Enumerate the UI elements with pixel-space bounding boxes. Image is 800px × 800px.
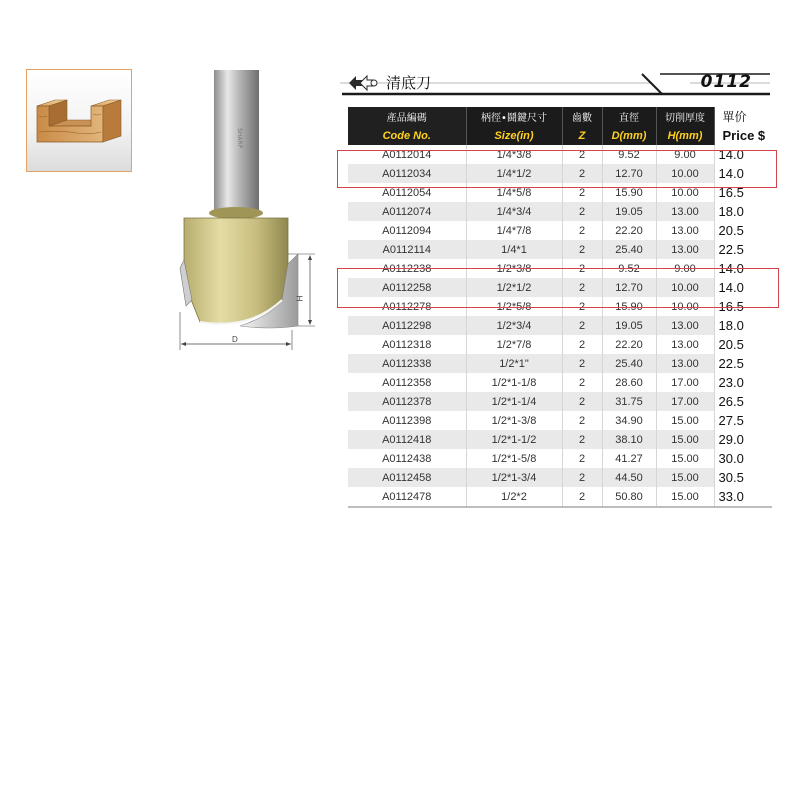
cell-code: A0112298 bbox=[348, 316, 466, 335]
cell-size: 1/2*1-3/8 bbox=[466, 411, 562, 430]
cell-h: 15.00 bbox=[656, 468, 714, 487]
col-h-cn: 切削厚度 bbox=[656, 107, 714, 126]
cell-d: 28.60 bbox=[602, 373, 656, 392]
cell-h: 17.00 bbox=[656, 392, 714, 411]
cell-size: 1/4*5/8 bbox=[466, 183, 562, 202]
table-row bbox=[348, 468, 772, 487]
cell-z: 2 bbox=[562, 202, 602, 221]
cell-size: 1/4*3/8 bbox=[466, 145, 562, 164]
cell-z: 2 bbox=[562, 183, 602, 202]
cell-z: 2 bbox=[562, 335, 602, 354]
cell-d: 19.05 bbox=[602, 316, 656, 335]
col-z-en: Z bbox=[562, 126, 602, 145]
col-code-en: Code No. bbox=[348, 126, 466, 145]
cell-d: 19.05 bbox=[602, 202, 656, 221]
cell-h: 10.00 bbox=[656, 183, 714, 202]
cell-size: 1/4*1 bbox=[466, 240, 562, 259]
cell-code: A0112318 bbox=[348, 335, 466, 354]
cell-code: A0112438 bbox=[348, 449, 466, 468]
cell-size: 1/2*1/2 bbox=[466, 278, 562, 297]
table-header-cn bbox=[348, 107, 772, 126]
cell-d: 22.20 bbox=[602, 221, 656, 240]
cell-h: 15.00 bbox=[656, 449, 714, 468]
table-row bbox=[348, 335, 772, 354]
col-size-en: Size(in) bbox=[466, 126, 562, 145]
cell-z: 2 bbox=[562, 487, 602, 507]
cell-price: 18.0 bbox=[714, 316, 772, 335]
cell-d: 34.90 bbox=[602, 411, 656, 430]
table-row bbox=[348, 259, 772, 278]
table-row bbox=[348, 297, 772, 316]
cell-code: A0112114 bbox=[348, 240, 466, 259]
cell-code: A0112074 bbox=[348, 202, 466, 221]
cell-h: 13.00 bbox=[656, 335, 714, 354]
cell-price: 16.5 bbox=[714, 297, 772, 316]
cell-h: 10.00 bbox=[656, 164, 714, 183]
cell-price: 29.0 bbox=[714, 430, 772, 449]
cell-price: 18.0 bbox=[714, 202, 772, 221]
cell-z: 2 bbox=[562, 316, 602, 335]
cell-z: 2 bbox=[562, 297, 602, 316]
cell-code: A0112034 bbox=[348, 164, 466, 183]
cell-h: 13.00 bbox=[656, 221, 714, 240]
section-code: 0112 bbox=[700, 72, 752, 92]
cell-price: 26.5 bbox=[714, 392, 772, 411]
cell-code: A0112418 bbox=[348, 430, 466, 449]
cell-h: 13.00 bbox=[656, 240, 714, 259]
cell-h: 9.00 bbox=[656, 259, 714, 278]
cell-price: 33.0 bbox=[714, 487, 772, 507]
cell-price: 20.5 bbox=[714, 335, 772, 354]
cell-d: 22.20 bbox=[602, 335, 656, 354]
cell-z: 2 bbox=[562, 259, 602, 278]
cell-z: 2 bbox=[562, 221, 602, 240]
dado-groove-icon bbox=[27, 70, 131, 171]
table-row bbox=[348, 202, 772, 221]
cell-price: 23.0 bbox=[714, 373, 772, 392]
section-header bbox=[340, 70, 770, 98]
cell-d: 25.40 bbox=[602, 240, 656, 259]
cell-code: A0112478 bbox=[348, 487, 466, 507]
cell-z: 2 bbox=[562, 449, 602, 468]
cell-price: 22.5 bbox=[714, 354, 772, 373]
cell-code: A0112238 bbox=[348, 259, 466, 278]
cell-price: 16.5 bbox=[714, 183, 772, 202]
cell-price: 27.5 bbox=[714, 411, 772, 430]
cell-d: 25.40 bbox=[602, 354, 656, 373]
table-row bbox=[348, 145, 772, 164]
cell-code: A0112014 bbox=[348, 145, 466, 164]
cell-size: 1/2*1-1/2 bbox=[466, 430, 562, 449]
cell-h: 15.00 bbox=[656, 411, 714, 430]
cell-price: 14.0 bbox=[714, 278, 772, 297]
wood-profile-thumbnail bbox=[26, 69, 132, 172]
cell-z: 2 bbox=[562, 373, 602, 392]
cell-size: 1/2*1-1/8 bbox=[466, 373, 562, 392]
cell-d: 12.70 bbox=[602, 278, 656, 297]
cell-z: 2 bbox=[562, 430, 602, 449]
table-header-en bbox=[348, 126, 772, 145]
cell-price: 30.0 bbox=[714, 449, 772, 468]
cell-h: 15.00 bbox=[656, 430, 714, 449]
table-row bbox=[348, 164, 772, 183]
col-d-en: D(mm) bbox=[602, 126, 656, 145]
col-h-en: H(mm) bbox=[656, 126, 714, 145]
cell-price: 14.0 bbox=[714, 164, 772, 183]
cell-d: 41.27 bbox=[602, 449, 656, 468]
router-bit-drawing bbox=[170, 68, 325, 358]
cell-h: 13.00 bbox=[656, 354, 714, 373]
cell-d: 50.80 bbox=[602, 487, 656, 507]
cell-code: A0112258 bbox=[348, 278, 466, 297]
cell-price: 22.5 bbox=[714, 240, 772, 259]
cell-size: 1/4*1/2 bbox=[466, 164, 562, 183]
cell-h: 10.00 bbox=[656, 297, 714, 316]
cell-code: A0112054 bbox=[348, 183, 466, 202]
cell-price: 30.5 bbox=[714, 468, 772, 487]
dimension-d-label: D bbox=[232, 335, 238, 344]
cell-size: 1/2*1-1/4 bbox=[466, 392, 562, 411]
cell-z: 2 bbox=[562, 278, 602, 297]
table-row bbox=[348, 240, 772, 259]
table-row bbox=[348, 221, 772, 240]
cell-code: A0112458 bbox=[348, 468, 466, 487]
section-title: 清底刀 bbox=[386, 74, 432, 92]
cell-code: A0112278 bbox=[348, 297, 466, 316]
cell-z: 2 bbox=[562, 468, 602, 487]
cell-d: 44.50 bbox=[602, 468, 656, 487]
cell-price: 20.5 bbox=[714, 221, 772, 240]
table-row bbox=[348, 430, 772, 449]
dimension-h-label: H bbox=[294, 295, 304, 302]
col-code-cn: 產品編碼 bbox=[348, 107, 466, 126]
cell-z: 2 bbox=[562, 392, 602, 411]
cell-z: 2 bbox=[562, 411, 602, 430]
cell-size: 1/2*5/8 bbox=[466, 297, 562, 316]
col-price-cn: 單价 bbox=[714, 107, 772, 126]
table-row bbox=[348, 278, 772, 297]
cell-code: A0112398 bbox=[348, 411, 466, 430]
cell-code: A0112358 bbox=[348, 373, 466, 392]
table-row bbox=[348, 449, 772, 468]
cell-size: 1/2*1" bbox=[466, 354, 562, 373]
cell-h: 13.00 bbox=[656, 316, 714, 335]
cell-d: 9.52 bbox=[602, 259, 656, 278]
router-bit-icon bbox=[170, 68, 325, 358]
cell-d: 15.90 bbox=[602, 297, 656, 316]
cell-d: 9.52 bbox=[602, 145, 656, 164]
cell-h: 15.00 bbox=[656, 487, 714, 507]
cell-code: A0112094 bbox=[348, 221, 466, 240]
cell-price: 14.0 bbox=[714, 259, 772, 278]
cell-price: 14.0 bbox=[714, 145, 772, 164]
cell-code: A0112338 bbox=[348, 354, 466, 373]
cell-h: 17.00 bbox=[656, 373, 714, 392]
cell-size: 1/4*3/4 bbox=[466, 202, 562, 221]
cell-size: 1/2*1-5/8 bbox=[466, 449, 562, 468]
cell-d: 15.90 bbox=[602, 183, 656, 202]
cell-d: 12.70 bbox=[602, 164, 656, 183]
col-z-cn: 齒數 bbox=[562, 107, 602, 126]
table-row bbox=[348, 183, 772, 202]
cell-size: 1/2*3/4 bbox=[466, 316, 562, 335]
cell-d: 31.75 bbox=[602, 392, 656, 411]
table-row bbox=[348, 354, 772, 373]
table-body bbox=[348, 145, 772, 507]
spec-table bbox=[348, 107, 772, 508]
col-price-en: Price $ bbox=[714, 126, 772, 145]
cell-z: 2 bbox=[562, 240, 602, 259]
cell-size: 1/2*7/8 bbox=[466, 335, 562, 354]
cell-code: A0112378 bbox=[348, 392, 466, 411]
col-size-cn: 柄徑•鬪鍵尺寸 bbox=[466, 107, 562, 126]
cell-h: 13.00 bbox=[656, 202, 714, 221]
cell-h: 9.00 bbox=[656, 145, 714, 164]
cell-d: 38.10 bbox=[602, 430, 656, 449]
cell-size: 1/2*3/8 bbox=[466, 259, 562, 278]
col-d-cn: 直徑 bbox=[602, 107, 656, 126]
table-row bbox=[348, 487, 772, 507]
table-row bbox=[348, 316, 772, 335]
cell-z: 2 bbox=[562, 164, 602, 183]
table-row bbox=[348, 411, 772, 430]
svg-text:SHARP: SHARP bbox=[236, 128, 243, 149]
cell-size: 1/4*7/8 bbox=[466, 221, 562, 240]
table-row bbox=[348, 373, 772, 392]
cell-size: 1/2*2 bbox=[466, 487, 562, 507]
cell-size: 1/2*1-3/4 bbox=[466, 468, 562, 487]
cell-h: 10.00 bbox=[656, 278, 714, 297]
arrow-bullet-icon bbox=[346, 73, 380, 93]
table-row bbox=[348, 392, 772, 411]
cell-z: 2 bbox=[562, 145, 602, 164]
cell-z: 2 bbox=[562, 354, 602, 373]
